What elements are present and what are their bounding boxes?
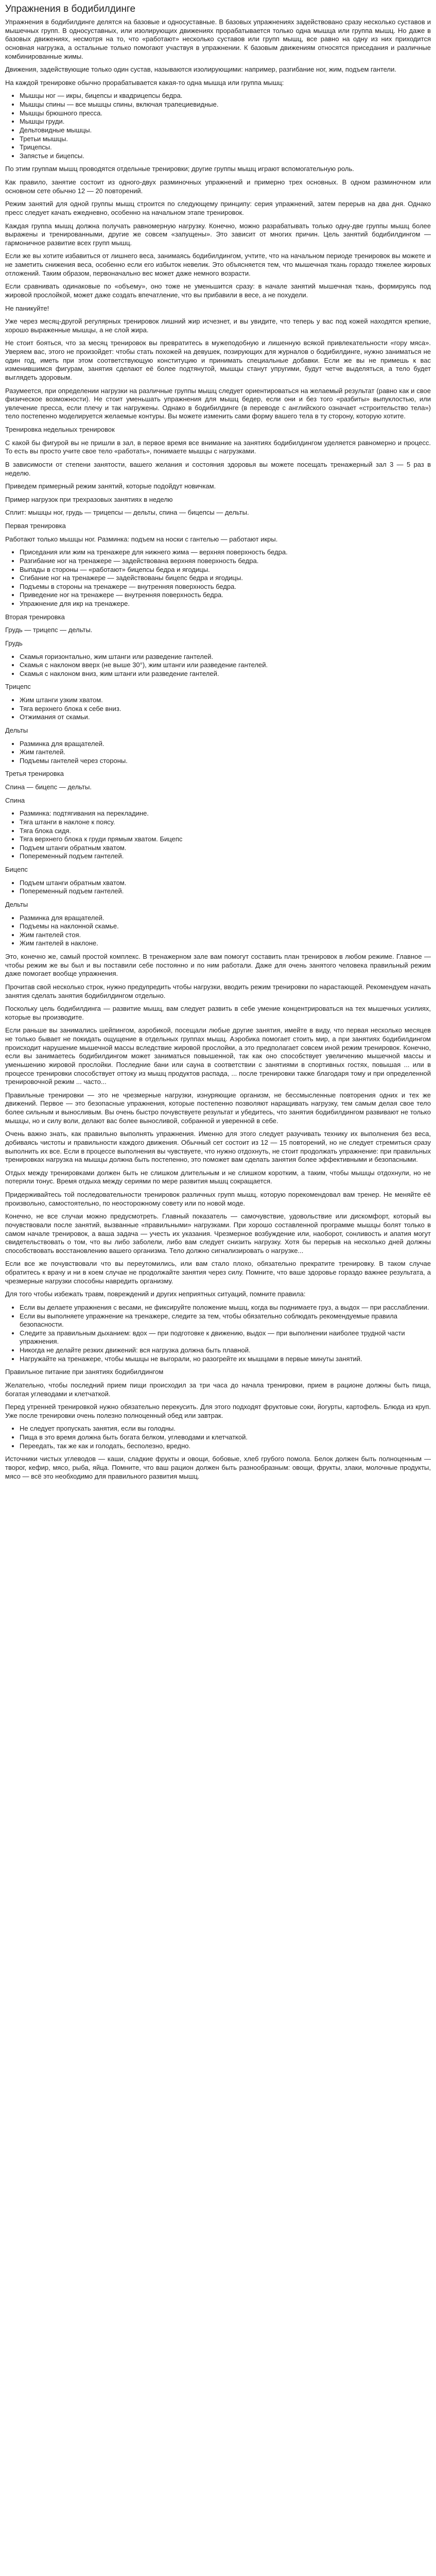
- bullet-list: [5, 92, 431, 160]
- bullet-list: [5, 653, 431, 679]
- list-item: • Мышцы спины — все мышцы спины, включая трапециевидные.: [20, 100, 431, 109]
- paragraph: Это, конечно же, самый простой комплекс. В тренажерном зале вам помогут составить план тренировок в любом режиме. Главное — чтобы режим же вы был и вы поставили себе постоянно и по ним работали. Даже для очень занятого человека правильный режим даже помогает вообще упражнения.: [5, 953, 431, 978]
- paragraph: Первая тренировка: [5, 522, 66, 530]
- paragraph: Конечно, не все случаи можно предусмотреть. Главный показатель — самочувствие, удовольствие или дискомфорт, который вы почувствовали после занятий, вызванные «правильными» нагрузками. При хорошо составленной программе мышцы болят только в самом начале тренировок, а ваша задача — учесть их указания. Чрезмерное возбуждение или, наоборот, сонливость и апатия могут свидетельствовать о том, что вы либо заболели, либо вам следует снизить нагрузку. Хотя бы перерыв на несколько дней должны способствовать восстановлению вашего организма. Тело должно сигнализировать о нагрузке...: [5, 1212, 431, 1255]
- paragraph: Движения, задействующие только один сустав, называются изолирующими: например, разгибание ног, жим, подъем гантели.: [5, 65, 396, 74]
- page-title: Упражнения в бодибилдинге: [5, 4, 136, 14]
- paragraph: Пример нагрузок при трехразовых занятиях в неделю: [5, 495, 173, 503]
- paragraph: Правильное питание при занятиях бодибилдингом: [5, 1368, 164, 1376]
- list-item: • Никогда не делайте резких движений: вся нагрузка должна быть плавной.: [20, 1346, 431, 1355]
- paragraph: На каждой тренировке обычно прорабатывается какая-то одна мышца или группа мышц:: [5, 78, 284, 87]
- bullet-list: [5, 914, 431, 948]
- paragraph: Разумеется, при определении нагрузки на различные группы мышц следует ориентироваться на желаемый результат (равно как и свое физическое возможности). Не стоит уменьшать упражнения для мышц бедер, если они и без того «разбиты» выпуклостью, или увлечение пресса, если плечу и так нагружены. Однако в бодибилдинге (в переводе с английского означает «строительство тела») тело постепенно моделируется желаемые контуры. Вы можете изменить сами форму вашего тела в ту сторону, которую хотите.: [5, 386, 431, 420]
- paragraph: Вторая тренировка: [5, 613, 65, 621]
- paragraph: С какой бы фигурой вы не пришли в зал, в первое время все внимание на занятиях бодибилдингом уделяется равномерно и процесс. То есть вы просто учите свое тело «работать», понимаете мышцы с нагрузками.: [5, 438, 431, 455]
- list-item: • Разминка: подтягивания на перекладине.: [20, 809, 431, 818]
- list-item: • Жим штанги узким хватом.: [20, 696, 431, 705]
- paragraph: Спина: [5, 796, 25, 804]
- paragraph: Правильные тренировки — это не чрезмерные нагрузки, изнуряющие организм, не бессмысленные повторения одних и тех же движений. Первое — это безопасные упражнения, которые постепенно позволяют наращивать нагрузку, тем самым делая свое тело более сильным и выносливым. Вы очень быстро почувствуете результат и убедитесь, что занятия бодибилдингом развивают не только мышцы, но и силу воли, делают вас более выносливой, собранной и уверенной в себе.: [5, 1091, 431, 1125]
- list-item: • Трицепсы.: [20, 143, 431, 152]
- bullet-list: [5, 879, 431, 896]
- list-item: • Тяга верхнего блока к себе вниз.: [20, 705, 431, 714]
- paragraph: Для того чтобы избежать травм, повреждений и других неприятных ситуаций, помните правила:: [5, 1290, 306, 1298]
- bullet-list: [5, 548, 431, 608]
- paragraph: Отдых между тренировками должен быть не слишком длительным и не слишком коротким, а таким, чтобы мышцы отдохнули, но не потеряли тонус. Время отдыха между сериями по мере развития мышц сокращается.: [5, 1168, 431, 1185]
- bullet-list: [5, 809, 431, 861]
- list-item: • Жим гантелей стоя.: [20, 931, 431, 940]
- paragraph: Режим занятий для одной группы мышц строится по следующему принципу: серия упражнений, затем перерыв на два дня. Однако пресс следует качать ежедневно, особенно на начальном этапе тренировок.: [5, 200, 431, 216]
- list-item: • Скамья с наклоном вниз, жим штанги или разведение гантелей.: [20, 670, 431, 679]
- list-item: • Отжимания от скамьи.: [20, 713, 431, 722]
- list-item: • Тяга штанги в наклоне к поясу.: [20, 818, 431, 827]
- list-item: • Скамья горизонтально, жим штанги или разведение гантелей.: [20, 653, 431, 662]
- paragraph: Если раньше вы занимались шейпингом, аэробикой, посещали любые другие занятия, имейте в виду, что первая несколько месяцев не только бывает не покидать ощущение в отдельных группах мышц. Аэробика помогает стоить мир, а при занятиях бодибилдингом происходит нарушение мышечной массы вследствие жировой прослойки, а это предполагает совсем иной режим тренировок. Конечно, если вы занимаетесь бодибилдингом может заниматься повышенной, так как оно способствует увеличению мышечной массы и уменьшению жировой прослойки. Последние бани или сауна в соответствии с занятиями в спортивных гостях, повышая ... или в процессе тренировки способствует оттоку из мышц продуктов распада, ... после тренировки также благодаря тому и при определенной тренировочной режим ... часто...: [5, 1026, 431, 1086]
- paragraph: Каждая группа мышц должна получать равномерную нагрузку. Конечно, можно разрабатывать только одну-две группы мышц более выражены и тренированными, другие же совсем «запущены». Это зависит от многих причин. Цель занятий бодибилдингом — гармоничное развитие всех групп мышц.: [5, 222, 431, 247]
- list-item: • Переедать, так же как и голодать, бесполезно, вредно.: [20, 1442, 431, 1451]
- paragraph: Бицепс: [5, 866, 28, 873]
- paragraph: Упражнения в бодибилдинге делятся на базовые и односуставные. В базовых упражнениях задействовано сразу несколько суставов и мышечных групп. В односуставных, или изолирующих движениях прорабатывается только одна мышца или группа мышц. Но даже в базовых движениях, несмотря на то, что «работают» несколько суставов или групп мышц, все равно на одну из них приходится основная нагрузка, а остальные только помогают участвуя в упражнении. К базовым движениям относятся приседания и различные комбинированные жимы.: [5, 18, 431, 60]
- list-item: • Приседания или жим на тренажере для нижнего жима — верхняя поверхность бедра.: [20, 548, 431, 557]
- list-item: • Жим гантелей в наклоне.: [20, 939, 431, 948]
- paragraph: Приведем примерный режим занятий, которые подойдут новичкам.: [5, 482, 216, 490]
- bullet-list: [5, 1303, 431, 1363]
- list-item: • Жим гантелей.: [20, 748, 431, 757]
- paragraph: Трицепс: [5, 683, 31, 691]
- list-item: • Скамья с наклоном вверх (не выше 30°), жим штанги или разведение гантелей.: [20, 661, 431, 670]
- list-item: • Разминка для вращателей.: [20, 740, 431, 749]
- paragraph: Третья тренировка: [5, 770, 64, 778]
- list-item: • Тяга верхнего блока к груди прямым хватом. Бицепс: [20, 835, 431, 844]
- list-item: • Не следует пропускать занятия, если вы голодны.: [20, 1425, 431, 1433]
- paragraph: Сплит: мышцы ног, грудь — трицепсы — дельты, спина — бицепсы — дельты.: [5, 509, 249, 517]
- article-body: [5, 18, 431, 1481]
- list-item: • Разгибание ног на тренажере — задействована верхняя поверхность бедра.: [20, 557, 431, 566]
- list-item: • Мышцы ног — икры, бицепсы и квадрицепсы бедра.: [20, 92, 431, 100]
- paragraph: В зависимости от степени занятости, вашего желания и состояния здоровья вы можете посещать тренажерный зал 3 — 5 раз в неделю.: [5, 460, 431, 477]
- paragraph: Грудь — трицепс — дельты.: [5, 626, 93, 634]
- list-item: • Приведение ног на тренажере — внутренняя поверхность бедра.: [20, 591, 431, 600]
- list-item: • Подъемы на наклонной скамье.: [20, 922, 431, 931]
- paragraph: Если сравнивать одинаковые по «объему», оно тоже не уменьшится сразу: в начале занятий мышечная ткань, формируясь под жировой прослойкой, может даже создать впечатление, что вы прибавили в весе, а не похудели.: [5, 282, 431, 299]
- bullet-list: [5, 740, 431, 766]
- list-item: • Выпады в стороны — «работают» бицепсы бедра и ягодицы.: [20, 566, 431, 574]
- paragraph: Перед утренней тренировкой нужно обязательно перекусить. Для этого подходят фруктовые соки, йогурты, картофель. Блюда из круп. Уже после тренировки очень полезно полноценный обед или завтрак.: [5, 1403, 431, 1419]
- paragraph: Не стоит бояться, что за месяц тренировок вы превратитесь в мужеподобную и лишенную всякой привлекательности «гору мяса». Уверяем вас, этого не произойдет: чтобы стать похожей на девушек, позирующих для журналов о бодибилдинге, нужно заниматься не один год, иметь при этом соответствующую конституцию и принимать специальные добавки. Если же вы не примешь к вас изменившимся фигурам, занятия сделают её более подтянутой, мышцы станут упругими, будут четче выделяться, а тело будет выглядеть здоровым.: [5, 339, 431, 381]
- paragraph: Уже через месяц-другой регулярных тренировок лишний жир исчезнет, и вы увидите, что теперь у вас под кожей находятся крепкие, хорошо выраженные мышцы, а не слой жира.: [5, 317, 431, 334]
- list-item: • Разминка для вращателей.: [20, 914, 431, 923]
- paragraph: Грудь: [5, 639, 23, 647]
- list-item: • Мышцы брюшного пресса.: [20, 109, 431, 118]
- paragraph: Если же вы хотите избавиться от лишнего веса, занимаясь бодибилдингом, учтите, что на начальном периоде тренировок вы можете и не заметить снижения веса, особенно если его избыток невелик. Это объясняется тем, что мышечная ткань гораздо тяжелее жировых отложений. Таким образом, первоначально вес может даже немного возрасти.: [5, 252, 431, 277]
- paragraph: Прочитав свой несколько строк, нужно предупредить чтобы нагрузки, вводить режим тренировки по нарастающей. Рекомендуем начать занятия сделать занятия бодибилдингом отдельно.: [5, 982, 431, 999]
- paragraph: Дельты: [5, 900, 28, 908]
- list-item: • Если вы делаете упражнения с весами, не фиксируйте положение мышц, когда вы поднимаете груз, а выдох — при расслаблении.: [20, 1303, 431, 1312]
- list-item: • Подъем штанги обратным хватом.: [20, 879, 431, 888]
- bullet-list: [5, 696, 431, 722]
- list-item: • Попеременный подъем гантелей.: [20, 852, 431, 861]
- paragraph: Дельты: [5, 726, 28, 734]
- list-item: • Попеременный подъем гантелей.: [20, 887, 431, 896]
- paragraph: По этим группам мышц проводятся отдельные тренировки; другие группы мышц играют вспомогательную роль.: [5, 165, 354, 173]
- list-item: • Пища в это время должна быть богата белком, углеводами и клетчаткой.: [20, 1433, 431, 1442]
- list-item: • Подъемы в стороны на тренажере — внутренняя поверхность бедра.: [20, 583, 431, 591]
- paragraph: Тренировка недельных тренировок: [5, 426, 115, 433]
- list-item: • Если вы выполняете упражнение на тренажере, следите за тем, чтобы обязательно соблюдать рекомендуемые правила безопасности.: [20, 1312, 431, 1329]
- paragraph: Желательно, чтобы последний прием пищи происходил за три часа до начала тренировки, прием в рационе должны быть пища, богатая углеводами и клетчаткой.: [5, 1381, 431, 1398]
- paragraph: Как правило, занятие состоит из одного-двух разминочных упражнений и примерно трех основных. В одном разминочном или основном сете обычно 12 — 20 повторений.: [5, 178, 431, 195]
- list-item: • Следите за правильным дыханием: вдох — при подготовке к движению, выдох — при выполнении наиболее трудной части упражнения.: [20, 1329, 431, 1346]
- paragraph: Спина — бицепс — дельты.: [5, 783, 92, 791]
- list-item: • Третьи мышцы.: [20, 135, 431, 144]
- paragraph: Не паникуйте!: [5, 304, 49, 312]
- bullet-list: [5, 1425, 431, 1450]
- list-item: • Подъемы гантелей через стороны.: [20, 757, 431, 766]
- paragraph: Поскольку цель бодибилдинга — развитие мышц, вам следует развить в себе умение концентрироваться на тех мышечных усилиях, которые вы производите.: [5, 1005, 431, 1021]
- list-item: • Подъем штанги обратным хватом.: [20, 844, 431, 853]
- paragraph: Очень важно знать, как правильно выполнять упражнения. Именно для этого следует разучивать технику их выполнения без веса, добиваясь чистоты и правильности каждого движения. Обычный сет состоит из 12 — 15 повторений, но не следует стремиться сразу выполнить их все. Если в процессе выполнения вы чувствуете, что нужно отдохнуть, не стоит продолжать упражнение: при правильных тренировках нагрузка на мышцы должна быть постепенно, это поможет вам сделать занятия более эффективными и безопасными.: [5, 1130, 431, 1164]
- paragraph: Источники чистых углеводов — каши, сладкие фрукты и овощи, бобовые, хлеб грубого помола. Белок должен быть полноценным — творог, кефир, мясо, рыба, яйца. Помните, что ваш рацион должен быть разнообразным: овощи, фрукты, злаки, молочные продукты, мясо — всё это необходимо для правильного развития мышц.: [5, 1455, 431, 1480]
- list-item: • Дельтовидные мышцы.: [20, 126, 431, 135]
- list-item: • Сгибание ног на тренажере — задействованы бицепс бедра и ягодицы.: [20, 574, 431, 583]
- list-item: • Запястье и бицепсы.: [20, 152, 431, 161]
- list-item: • Упражнение для икр на тренажере.: [20, 600, 431, 608]
- paragraph: Работают только мышцы ног. Разминка: подъем на носки с гантелью — работают икры.: [5, 535, 278, 543]
- list-item: • Нагружайте на тренажере, чтобы мышцы не выгорали, но разогрейте их мышцами в первые минуты занятий.: [20, 1355, 431, 1364]
- list-item: • Мышцы груди.: [20, 117, 431, 126]
- list-item: • Тяга блока сидя.: [20, 827, 431, 836]
- paragraph: Придерживайтесь той последовательности тренировок различных групп мышц, которую порекомендовал вам тренер. Не меняйте её произвольно, самостоятельно, по неосторожному совету или по новой моде.: [5, 1191, 431, 1207]
- paragraph: Если все же почувствовали что вы переутомились, или вам стало плохо, обязательно прекратите тренировку. В таком случае обратитесь к врачу и ни в коем случае не продолжайте занятия через силу. Помните, что ваше здоровье гораздо важнее результата, а чрезмерные нагрузки способны навредить организму.: [5, 1260, 431, 1285]
